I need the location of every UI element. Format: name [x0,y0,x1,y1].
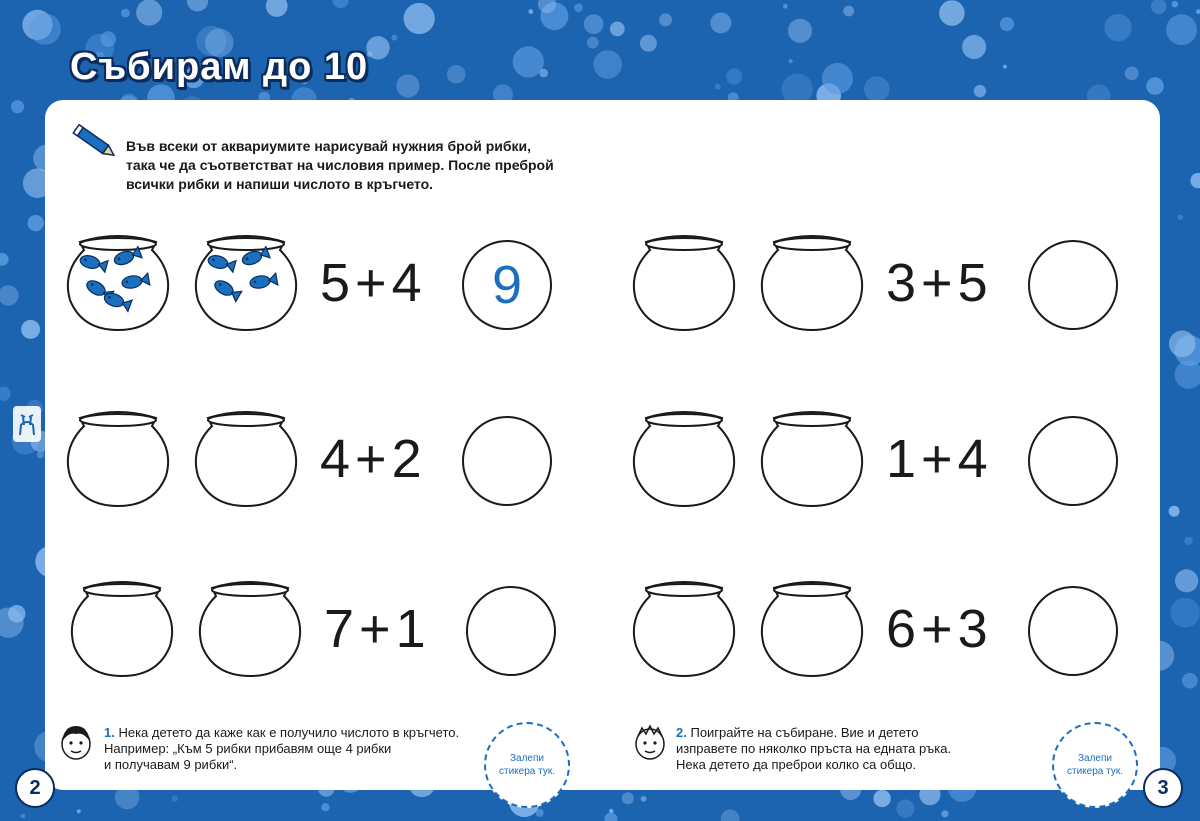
addend: 3 [957,599,989,659]
bubble [1000,17,1014,31]
bubble [896,800,914,818]
addition-expression [886,252,989,314]
exercise-row [628,568,1128,688]
page-title: Събирам до 10 [70,46,369,88]
bubble [1125,67,1139,81]
bubble [77,809,81,813]
bubble [593,50,622,79]
bubble [29,13,60,44]
fishbowl-icon[interactable] [190,398,302,513]
bubble [1175,569,1198,592]
fishbowl-icon[interactable] [628,568,740,683]
plus-sign: + [921,429,954,489]
bubble [584,14,604,34]
bubble [528,9,533,14]
answer-circle[interactable] [466,586,556,676]
bubble [392,35,398,41]
answer-circle[interactable] [462,416,552,506]
bubble [610,22,625,37]
bubble [822,63,853,94]
addend: 4 [957,429,989,489]
bubble [266,0,288,17]
bubble [321,803,329,811]
bubble [447,65,466,84]
instruction-text: Във всеки от аквариумите нарисувай нужния брой рибки, така че да съответстват на числовия пример. После преброй всички рибки и напиши числото в кръгчето. [126,138,554,192]
bubble [136,0,162,26]
bubble [715,84,721,90]
bubble [404,3,435,34]
bubble [939,0,965,26]
bubble [332,0,349,8]
fishbowl-icon[interactable] [190,222,302,337]
page-number-left: 2 [15,768,55,808]
bubble [187,0,208,11]
addition-expression [324,598,427,660]
fishbowl-icon[interactable] [62,222,174,337]
fishbowl-icon[interactable] [66,568,178,683]
bubble [783,4,788,9]
addition-expression [886,598,989,660]
fishbowl-icon[interactable] [628,398,740,513]
sticker-placeholder[interactable]: Залепи стикера тук. [1052,722,1138,808]
addend: 4 [320,429,352,489]
fishbowl-icon[interactable] [62,398,174,513]
bubble [974,85,986,97]
plus-sign: + [355,253,388,313]
bubble [726,68,742,84]
pencil-icon [70,120,120,165]
bubble [0,253,9,266]
plus-sign: + [921,599,954,659]
note-number: 2. [676,725,687,740]
deer-icon [12,405,42,443]
answer-circle[interactable] [1028,586,1118,676]
addend: 5 [957,253,989,313]
addition-expression [320,252,423,314]
answer-circle[interactable]: 9 [462,240,552,330]
addend: 4 [391,253,423,313]
fishbowl-icon[interactable] [194,568,306,683]
child-face-icon [58,722,94,767]
parent-note [676,725,951,773]
bubble [366,36,389,59]
addition-expression [886,428,989,490]
bubble [1169,331,1196,358]
exercise-row [628,398,1128,518]
bubble [172,795,178,801]
bubble [8,605,25,622]
bubble [587,37,599,49]
bubble [1182,673,1198,689]
bubble [1169,506,1180,517]
plus-sign: + [359,599,392,659]
bubble [513,46,544,77]
exercise-row [62,398,562,518]
plus-sign: + [355,429,388,489]
addend: 5 [320,253,352,313]
bubble [0,387,11,401]
bubble [604,813,617,821]
exercise-row [628,222,1128,342]
answer-circle[interactable] [1028,416,1118,506]
bubble [21,320,40,339]
bubble [789,59,793,63]
exercise-row [66,568,566,688]
bubble [721,810,740,821]
bubble [37,451,44,458]
bubble [864,76,890,102]
page-number-right: 3 [1143,768,1183,808]
bubble [11,100,24,113]
bubble [710,12,731,33]
bubble [622,792,634,804]
bubble [121,9,130,18]
fishbowl-icon[interactable] [628,222,740,337]
bubble [539,69,548,78]
bubble [1151,0,1167,14]
note-text: Нека детето да каже как е получило числото в кръгчето. Например: „Към 5 рибки прибавям още 4 рибки и получавам 9 рибки“. [104,725,460,772]
bubble [1178,215,1184,221]
addend: 2 [391,429,423,489]
addend: 3 [886,253,918,313]
addend: 6 [886,599,918,659]
bubble [1146,77,1164,95]
addend: 1 [886,429,918,489]
bubble [641,796,647,802]
bubble [28,215,44,231]
fishbowl-icon[interactable] [756,222,868,337]
bubble [1196,9,1200,14]
bubble [1184,537,1192,545]
bubble [574,3,583,12]
child-face-icon [632,722,668,767]
bubble [1172,1,1179,8]
answer-circle[interactable] [1028,240,1118,330]
bubble [0,285,19,305]
bubble [1104,14,1131,41]
addend: 7 [324,599,356,659]
note-number: 1. [104,725,115,740]
bubble [1166,14,1197,45]
bubble [1190,173,1200,188]
bubble [788,19,812,43]
exercise-row [62,222,562,342]
bubble [1170,598,1200,628]
addend: 1 [395,599,427,659]
addition-expression [320,428,423,490]
sticker-placeholder[interactable]: Залепи стикера тук. [484,722,570,808]
bubble [873,790,890,807]
bubble [843,6,854,17]
plus-sign: + [921,253,954,313]
bubble [962,35,986,59]
bubble [659,13,672,26]
bubble [1003,65,1007,69]
fishbowl-icon[interactable] [756,398,868,513]
fishbowl-icon[interactable] [756,568,868,683]
note-text: Поиграйте на събиране. Вие и детето изправете по няколко пръста на едната ръка. Нека детето да преброи колко са общо. [676,725,952,772]
bubble [21,814,26,819]
bubble [941,810,948,817]
bubble [640,35,657,52]
bubble [396,74,419,97]
parent-note [104,725,459,773]
